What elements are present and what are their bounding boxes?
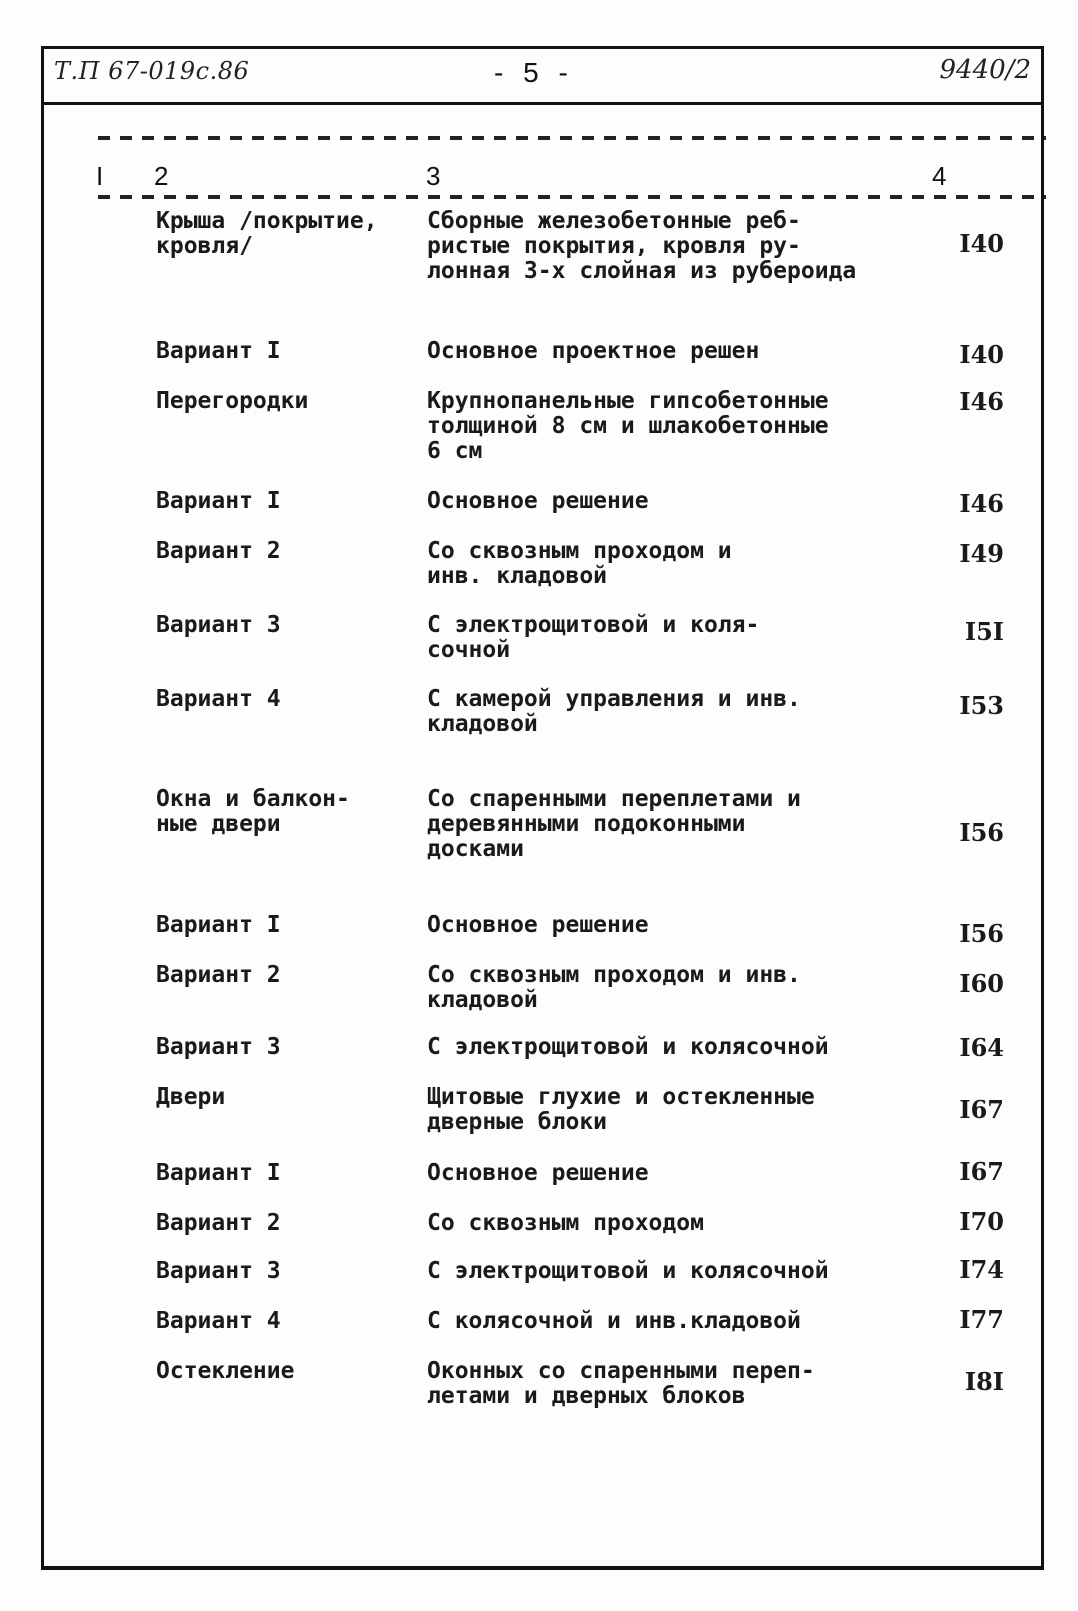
row-description: Основное проектное решен [427, 338, 760, 364]
row-description: С электрощитовой и коля- сочной [427, 612, 760, 663]
row-description: Сборные железобетонные реб- ристые покрытия, кровля ру- лонная 3-х слойная из рубероида [427, 208, 857, 284]
row-element: Вариант I [156, 338, 281, 364]
row-page: I77 [959, 1305, 1004, 1334]
column-number-1: I [96, 161, 104, 191]
row-page: I56 [959, 818, 1004, 847]
row-description: С колясочной и инв.кладовой [427, 1308, 801, 1334]
page-frame [41, 46, 1044, 1570]
row-page: I8I [964, 1367, 1004, 1396]
column-number-2: 2 [154, 161, 169, 191]
title-block-header [44, 49, 1041, 105]
row-element: Перегородки [156, 388, 309, 414]
page-number: - 5 - [494, 57, 574, 88]
row-page: I60 [959, 969, 1004, 998]
row-page: I40 [959, 340, 1004, 369]
row-element: Вариант I [156, 488, 281, 514]
row-element: Вариант I [156, 1160, 281, 1186]
column-number-3: 3 [426, 161, 441, 191]
row-description: Крупнопанельные гипсобетонные толщиной 8 см и шлакобетонные 6 см [427, 388, 829, 464]
dashed-divider-top [98, 136, 1046, 140]
row-description: Со сквозным проходом и инв. кладовой [427, 962, 801, 1013]
row-element: Вариант 3 [156, 612, 281, 638]
row-element: Вариант 2 [156, 538, 281, 564]
row-element: Окна и балкон- ные двери [156, 786, 350, 837]
row-description: Основное решение [427, 488, 649, 514]
row-page: I67 [959, 1157, 1004, 1186]
row-element: Остекление [156, 1358, 295, 1384]
row-element: Вариант 3 [156, 1034, 281, 1060]
row-description: Щитовые глухие и остекленные дверные блоки [427, 1084, 815, 1135]
row-description: С электрощитовой и колясочной [427, 1034, 829, 1060]
row-page: I53 [959, 691, 1004, 720]
row-description: Со сквозным проходом и инв. кладовой [427, 538, 732, 589]
row-page: I56 [959, 919, 1004, 948]
row-element: Крыша /покрытие, кровля/ [156, 208, 378, 259]
doc-code-stamp: Т.П 67-019с.86 [54, 57, 250, 85]
row-element: Вариант 4 [156, 1308, 281, 1334]
row-page: I70 [959, 1207, 1004, 1236]
row-page: I67 [959, 1095, 1004, 1124]
row-description: Основное решение [427, 1160, 649, 1186]
row-element: Вариант 4 [156, 686, 281, 712]
column-number-4: 4 [932, 161, 947, 191]
row-description: Со спаренными переплетами и деревянными подоконными досками [427, 786, 801, 862]
row-page: I46 [959, 387, 1004, 416]
row-description: Со сквозным проходом [427, 1210, 704, 1236]
row-description: Оконных со спаренными переп- летами и дверных блоков [427, 1358, 815, 1409]
archive-number-stamp: 9440/2 [939, 55, 1031, 85]
row-description: С электрощитовой и колясочной [427, 1258, 829, 1284]
row-page: I64 [959, 1033, 1004, 1062]
row-page: I40 [959, 229, 1004, 258]
row-element: Двери [156, 1084, 226, 1110]
row-page: I49 [959, 539, 1004, 568]
row-page: I5I [964, 617, 1004, 646]
row-element: Вариант 2 [156, 1210, 281, 1236]
dashed-divider-columns [98, 195, 1046, 199]
row-page: I74 [959, 1255, 1004, 1284]
row-element: Вариант 2 [156, 962, 281, 988]
row-element: Вариант 3 [156, 1258, 281, 1284]
row-description: С камерой управления и инв. кладовой [427, 686, 801, 737]
row-description: Основное решение [427, 912, 649, 938]
row-element: Вариант I [156, 912, 281, 938]
row-page: I46 [959, 489, 1004, 518]
